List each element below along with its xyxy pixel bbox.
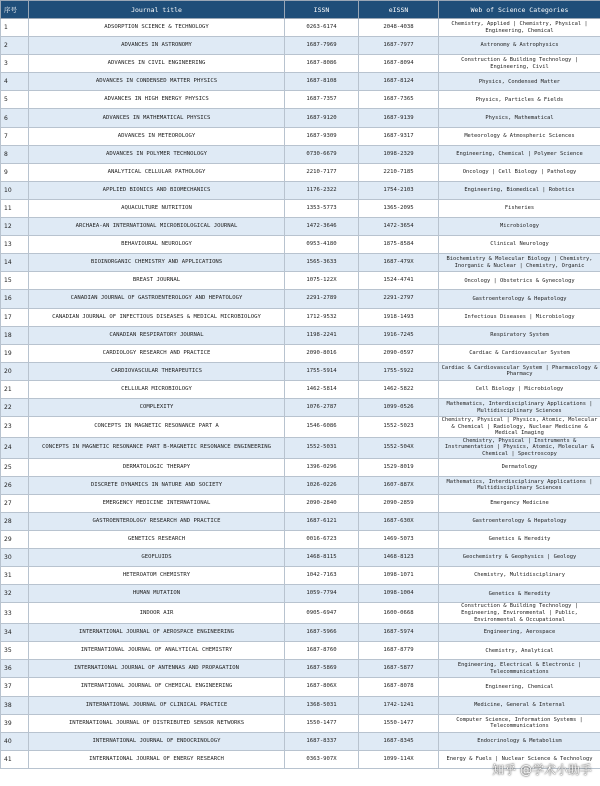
issn: 1468-8115 [285,549,359,567]
issn: 2210-7177 [285,163,359,181]
watermark-text: 知乎 @学术小助手 [492,763,592,777]
journal-title: BREAST JOURNAL [29,272,285,290]
table-row [1,696,600,714]
eissn: 1098-1071 [359,567,439,585]
table-row [1,678,600,696]
journal-title: EMERGENCY MEDICINE INTERNATIONAL [29,494,285,512]
table-row [1,199,600,217]
issn: 1687-5869 [285,660,359,678]
categories: Endocrinology & Metabolism [439,732,600,750]
issn: 2291-2789 [285,290,359,308]
issn: 1687-6121 [285,512,359,530]
categories: Mathematics, Interdisciplinary Applications | Multidisciplinary Sciences [439,476,600,494]
eissn: 1098-2329 [359,145,439,163]
categories: Dermatology [439,458,600,476]
journal-title: ARCHAEA-AN INTERNATIONAL MICROBIOLOGICAL JOURNAL [29,218,285,236]
row-index: 29 [1,531,29,549]
row-index: 8 [1,145,29,163]
issn: 0953-4180 [285,236,359,254]
eissn: 1687-8779 [359,642,439,660]
journal-title: ADVANCES IN HIGH ENERGY PHYSICS [29,91,285,109]
issn: 1353-5773 [285,199,359,217]
row-index: 30 [1,549,29,567]
table-row [1,91,600,109]
categories: Cardiac & Cardiovascular System [439,344,600,362]
categories: Meteorology & Atmospheric Sciences [439,127,600,145]
journal-title: BIOINORGANIC CHEMISTRY AND APPLICATIONS [29,254,285,272]
row-index: 32 [1,585,29,603]
issn: 1687-9120 [285,109,359,127]
eissn: 2291-2797 [359,290,439,308]
issn: 1687-8086 [285,55,359,73]
eissn: 1098-1004 [359,585,439,603]
categories: Genetics & Heredity [439,585,600,603]
row-index: 21 [1,380,29,398]
table-row [1,494,600,512]
row-index: 39 [1,714,29,732]
row-index: 6 [1,109,29,127]
journal-title: INTERNATIONAL JOURNAL OF DISTRIBUTED SENSOR NETWORKS [29,714,285,732]
journal-title: COMPLEXITY [29,398,285,416]
categories: Engineering, Chemical | Polymer Science [439,145,600,163]
issn: 1552-5031 [285,437,359,458]
categories: Physics, Particles & Fields [439,91,600,109]
journal-title: CANADIAN RESPIRATORY JOURNAL [29,326,285,344]
journal-title: INTERNATIONAL JOURNAL OF ENDOCRINOLOGY [29,732,285,750]
eissn: 1875-8584 [359,236,439,254]
categories: Biochemistry & Molecular Biology | Chemistry, Inorganic & Nuclear | Chemistry, Organic [439,254,600,272]
journal-title: DERMATOLOGIC THERAPY [29,458,285,476]
categories: Chemistry, Physical | Physics, Atomic, Molecular & Chemical | Radiology, Nuclear Medicine & Medical Imaging [439,417,600,438]
row-index: 5 [1,91,29,109]
categories: Computer Science, Information Systems | Telecommunications [439,714,600,732]
table-row [1,512,600,530]
row-index: 24 [1,437,29,458]
issn: 1687-7357 [285,91,359,109]
categories: Physics, Mathematical [439,109,600,127]
row-index: 18 [1,326,29,344]
issn: 1550-1477 [285,714,359,732]
eissn: 2048-4038 [359,19,439,37]
issn: 1176-2322 [285,181,359,199]
table-row [1,458,600,476]
issn: 0363-907X [285,750,359,768]
journal-title: INTERNATIONAL JOURNAL OF CLINICAL PRACTICE [29,696,285,714]
eissn: 1687-8094 [359,55,439,73]
issn: 1687-8108 [285,73,359,91]
issn: 1687-9309 [285,127,359,145]
eissn: 1687-5877 [359,660,439,678]
table-row [1,531,600,549]
table-row [1,290,600,308]
journal-title: CONCEPTS IN MAGNETIC RESONANCE PART B-MAGNETIC RESONANCE ENGINEERING [29,437,285,458]
eissn: 1687-9317 [359,127,439,145]
table-row [1,732,600,750]
row-index: 37 [1,678,29,696]
eissn: 1468-8123 [359,549,439,567]
categories: Microbiology [439,218,600,236]
eissn: 1529-8019 [359,458,439,476]
row-index: 34 [1,624,29,642]
row-index: 17 [1,308,29,326]
categories: Chemistry, Analytical [439,642,600,660]
eissn: 1918-1493 [359,308,439,326]
journal-title: APPLIED BIONICS AND BIOMECHANICS [29,181,285,199]
categories: Engineering, Aerospace [439,624,600,642]
row-index: 11 [1,199,29,217]
categories: Oncology | Cell Biology | Pathology [439,163,600,181]
row-index: 28 [1,512,29,530]
issn: 1042-7163 [285,567,359,585]
categories: Physics, Condensed Matter [439,73,600,91]
issn: 1059-7794 [285,585,359,603]
issn: 1687-8337 [285,732,359,750]
eissn: 1687-8345 [359,732,439,750]
eissn: 1524-4741 [359,272,439,290]
categories: Geochemistry & Geophysics | Geology [439,549,600,567]
row-index: 38 [1,696,29,714]
eissn: 1687-479X [359,254,439,272]
table-row [1,55,600,73]
journal-title: DISCRETE DYNAMICS IN NATURE AND SOCIETY [29,476,285,494]
issn: 1198-2241 [285,326,359,344]
categories: Engineering, Chemical [439,678,600,696]
journal-title: GASTROENTEROLOGY RESEARCH AND PRACTICE [29,512,285,530]
journal-title: CARDIOVASCULAR THERAPEUTICS [29,362,285,380]
row-index: 2 [1,37,29,55]
categories: Chemistry, Applied | Chemistry, Physical | Engineering, Chemical [439,19,600,37]
journal-title: INTERNATIONAL JOURNAL OF ENERGY RESEARCH [29,750,285,768]
eissn: 1099-114X [359,750,439,768]
issn: 1462-5814 [285,380,359,398]
journal-title: CELLULAR MICROBIOLOGY [29,380,285,398]
table-row [1,218,600,236]
table-row [1,585,600,603]
eissn: 1552-504X [359,437,439,458]
table-row [1,642,600,660]
table-row [1,714,600,732]
issn: 1687-5966 [285,624,359,642]
table-row [1,308,600,326]
issn: 1075-122X [285,272,359,290]
row-index: 16 [1,290,29,308]
table-row [1,603,600,624]
journal-title: ADVANCES IN ASTRONOMY [29,37,285,55]
table-row [1,567,600,585]
table-row [1,624,600,642]
header-row [1,1,600,19]
categories: Cardiac & Cardiovascular System | Pharmacology & Pharmacy [439,362,600,380]
categories: Construction & Building Technology | Engineering, Environmental | Public, Environmental & Occupational [439,603,600,624]
table-row [1,37,600,55]
journal-title: HUMAN MUTATION [29,585,285,603]
row-index: 41 [1,750,29,768]
journal-title: ADVANCES IN METEOROLOGY [29,127,285,145]
eissn: 1754-2103 [359,181,439,199]
row-index: 20 [1,362,29,380]
row-index: 10 [1,181,29,199]
journal-title: GENETICS RESEARCH [29,531,285,549]
eissn: 1687-7977 [359,37,439,55]
eissn: 1687-8124 [359,73,439,91]
eissn: 2210-7185 [359,163,439,181]
eissn: 1755-5922 [359,362,439,380]
categories: Infectious Diseases | Microbiology [439,308,600,326]
row-index: 13 [1,236,29,254]
issn: 2090-2840 [285,494,359,512]
journal-title: ADVANCES IN CIVIL ENGINEERING [29,55,285,73]
row-index: 22 [1,398,29,416]
journal-title: INDOOR AIR [29,603,285,624]
issn: 1712-9532 [285,308,359,326]
row-index: 4 [1,73,29,91]
issn: 1687-8760 [285,642,359,660]
row-index: 35 [1,642,29,660]
issn: 1472-3646 [285,218,359,236]
journal-title: ADVANCES IN CONDENSED MATTER PHYSICS [29,73,285,91]
eissn: 1607-887X [359,476,439,494]
journal-title: INTERNATIONAL JOURNAL OF ANALYTICAL CHEMISTRY [29,642,285,660]
header-journal-title: Journal title [29,1,285,19]
header-categories: Web of Science Categories [439,1,600,19]
categories: Emergency Medicine [439,494,600,512]
row-index: 3 [1,55,29,73]
categories: Mathematics, Interdisciplinary Applications | Multidisciplinary Sciences [439,398,600,416]
table-row [1,181,600,199]
categories: Engineering, Electrical & Electronic | Telecommunications [439,660,600,678]
table-row [1,236,600,254]
row-index: 12 [1,218,29,236]
table-row [1,660,600,678]
eissn: 1469-5073 [359,531,439,549]
categories: Medicine, General & Internal [439,696,600,714]
issn: 1565-3633 [285,254,359,272]
categories: Genetics & Heredity [439,531,600,549]
journal-title: INTERNATIONAL JOURNAL OF AEROSPACE ENGINEERING [29,624,285,642]
issn: 2090-8016 [285,344,359,362]
categories: Fisheries [439,199,600,217]
table-row [1,380,600,398]
categories: Oncology | Obstetrics & Gynecology [439,272,600,290]
row-index: 26 [1,476,29,494]
journal-title: CARDIOLOGY RESEARCH AND PRACTICE [29,344,285,362]
categories: Energy & Fuels | Nuclear Science & Technology [439,750,600,768]
issn: 1076-2787 [285,398,359,416]
issn: 0263-6174 [285,19,359,37]
table-row [1,476,600,494]
row-index: 25 [1,458,29,476]
eissn: 1472-3654 [359,218,439,236]
eissn: 1687-8078 [359,678,439,696]
journal-title: CONCEPTS IN MAGNETIC RESONANCE PART A [29,417,285,438]
issn: 0730-6679 [285,145,359,163]
row-index: 23 [1,417,29,438]
issn: 1396-0296 [285,458,359,476]
header-eissn: eISSN [359,1,439,19]
issn: 1368-5031 [285,696,359,714]
eissn: 1742-1241 [359,696,439,714]
row-index: 1 [1,19,29,37]
journal-title: BEHAVIOURAL NEUROLOGY [29,236,285,254]
journal-title: AQUACULTURE NUTRITION [29,199,285,217]
table-row [1,398,600,416]
row-index: 33 [1,603,29,624]
issn: 0016-6723 [285,531,359,549]
row-index: 14 [1,254,29,272]
table-row [1,362,600,380]
journal-title: CANADIAN JOURNAL OF INFECTIOUS DISEASES & MEDICAL MICROBIOLOGY [29,308,285,326]
categories: Gastroenterology & Hepatology [439,512,600,530]
categories: Gastroenterology & Hepatology [439,290,600,308]
categories: Cell Biology | Microbiology [439,380,600,398]
table-row [1,344,600,362]
row-index: 19 [1,344,29,362]
issn: 1687-806X [285,678,359,696]
eissn: 1552-5023 [359,417,439,438]
journal-title: HETEROATOM CHEMISTRY [29,567,285,585]
eissn: 1600-0668 [359,603,439,624]
categories: Astronomy & Astrophysics [439,37,600,55]
categories: Clinical Neurology [439,236,600,254]
categories: Chemistry, Physical | Instruments & Instrumentation | Physics, Atomic, Molecular & Chemical | Spectroscopy [439,437,600,458]
categories: Chemistry, Multidisciplinary [439,567,600,585]
journal-title: CANADIAN JOURNAL OF GASTROENTEROLOGY AND HEPATOLOGY [29,290,285,308]
table-row [1,437,600,458]
journal-title: GEOFLUIDS [29,549,285,567]
table-row [1,417,600,438]
row-index: 36 [1,660,29,678]
issn: 1026-0226 [285,476,359,494]
journal-title: INTERNATIONAL JOURNAL OF ANTENNAS AND PROPAGATION [29,660,285,678]
eissn: 1687-9139 [359,109,439,127]
journal-title: ANALYTICAL CELLULAR PATHOLOGY [29,163,285,181]
issn: 0905-6947 [285,603,359,624]
table-row [1,19,600,37]
table-row [1,326,600,344]
eissn: 2090-2859 [359,494,439,512]
eissn: 2090-0597 [359,344,439,362]
journal-title: ADSORPTION SCIENCE & TECHNOLOGY [29,19,285,37]
row-index: 7 [1,127,29,145]
eissn: 1687-7365 [359,91,439,109]
eissn: 1462-5822 [359,380,439,398]
eissn: 1687-630X [359,512,439,530]
header-issn: ISSN [285,1,359,19]
eissn: 1916-7245 [359,326,439,344]
table-row [1,163,600,181]
table-row [1,145,600,163]
eissn: 1687-5974 [359,624,439,642]
issn: 1687-7969 [285,37,359,55]
table-row [1,109,600,127]
table-row [1,549,600,567]
categories: Respiratory System [439,326,600,344]
table-row [1,272,600,290]
row-index: 27 [1,494,29,512]
table-row [1,73,600,91]
eissn: 1365-2095 [359,199,439,217]
categories: Construction & Building Technology | Engineering, Civil [439,55,600,73]
categories: Engineering, Biomedical | Robotics [439,181,600,199]
header-index: 序号 [1,1,29,19]
journal-title: ADVANCES IN MATHEMATICAL PHYSICS [29,109,285,127]
journal-title: INTERNATIONAL JOURNAL OF CHEMICAL ENGINEERING [29,678,285,696]
row-index: 15 [1,272,29,290]
row-index: 9 [1,163,29,181]
eissn: 1550-1477 [359,714,439,732]
table-row [1,127,600,145]
journal-title: ADVANCES IN POLYMER TECHNOLOGY [29,145,285,163]
row-index: 40 [1,732,29,750]
table-row [1,254,600,272]
issn: 1546-6086 [285,417,359,438]
eissn: 1099-0526 [359,398,439,416]
row-index: 31 [1,567,29,585]
issn: 1755-5914 [285,362,359,380]
